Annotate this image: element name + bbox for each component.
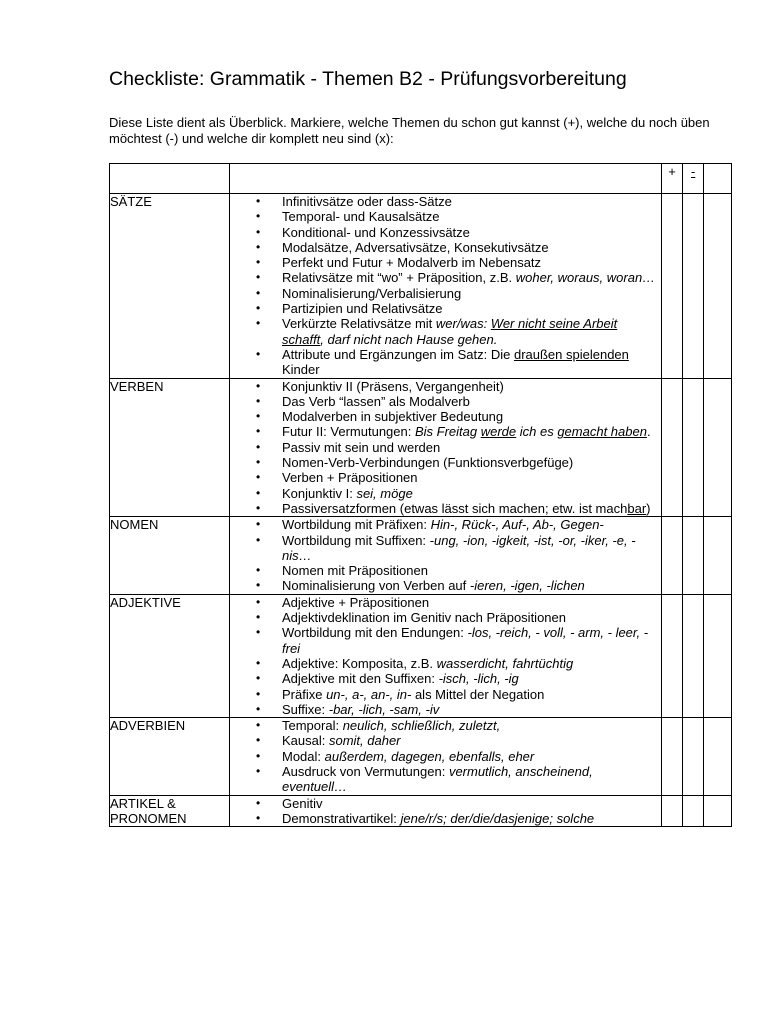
header-plus: + (662, 164, 683, 194)
check-cell-x[interactable] (704, 517, 732, 594)
topic-text: Konditional- und Konzessivsätze (282, 224, 470, 240)
category-label: ADJEKTIVE (110, 594, 230, 717)
check-cell-x[interactable] (704, 795, 732, 827)
topic-text: vermutlich, anscheinend, eventuell… (282, 763, 593, 795)
topic-item (230, 470, 661, 485)
intro-text: Diese Liste dient als Überblick. Markiere, welche Themen du schon gut kannst (+), welche du noch üben möchtest (-) und welche dir komplett neu sind (x): (109, 115, 710, 146)
topic-text: sei, möge (356, 485, 413, 501)
topic-list (230, 718, 661, 794)
topic-text: Verkürzte Relativsätze mit (282, 316, 436, 332)
checklist-table (109, 163, 732, 827)
check-cell-plus[interactable] (662, 378, 683, 517)
topic-text: Konjunktiv II (Präsens, Vergangenheit) (282, 378, 504, 394)
topic-text: werde (480, 424, 517, 440)
topic-item (230, 486, 661, 501)
header-minus-label: - (691, 164, 696, 179)
topic-text: Perfekt und Futur + Modalverb im Nebensatz (282, 255, 542, 271)
check-cell-x[interactable] (704, 378, 732, 517)
topic-text: , darf nicht nach Hause gehen. (320, 331, 498, 347)
topic-text: -isch, -lich, -ig (438, 671, 519, 687)
topic-text: Adjektive: Komposita, z.B. (282, 655, 437, 671)
topic-list-cell (230, 517, 662, 594)
topic-item (230, 379, 661, 394)
topic-text: jene/r/s; der/die/dasjenige; solche (400, 810, 595, 826)
topic-text: Hin-, Rück-, Auf-, Ab-, Gegen- (430, 517, 604, 533)
topic-text: Wortbildung mit den Endungen: (282, 625, 468, 641)
header-category-cell (110, 164, 230, 194)
topic-list (230, 796, 661, 827)
category-label: ARTIKEL & PRONOMEN (110, 795, 230, 827)
topic-list-cell (230, 718, 662, 795)
topic-text: ich es (516, 424, 558, 440)
topic-text: Konjunktiv I: (282, 485, 357, 501)
topic-text: Temporal: (282, 718, 343, 734)
topic-list-cell (230, 378, 662, 517)
topic-text: ) (646, 500, 651, 516)
section-row (110, 718, 732, 795)
topic-list (230, 517, 661, 593)
topic-text: Modalsätze, Adversativsätze, Konsekutivsätze (282, 239, 549, 255)
category-label: SÄTZE (110, 194, 230, 379)
topic-text: -bar, -lich, -sam, -iv (328, 701, 440, 717)
topic-item (230, 501, 661, 516)
topic-text: Präfixe (282, 686, 327, 702)
topic-item (230, 301, 661, 316)
check-cell-minus[interactable] (683, 517, 704, 594)
topic-text: neulich, schließlich, zuletzt, (342, 718, 501, 734)
topic-text: Wortbildung mit Präfixen: (282, 517, 431, 533)
topic-item (230, 286, 661, 301)
topic-list-cell (230, 194, 662, 379)
topic-text: wer/was: (435, 316, 491, 332)
topic-text: Adjektive + Präpositionen (282, 594, 430, 610)
topic-text: als Mittel der Negation (411, 686, 545, 702)
topic-item (230, 194, 661, 209)
topic-text: Temporal- und Kausalsätze (282, 209, 440, 225)
topic-text: außerdem, dagegen, ebenfalls, eher (324, 748, 535, 764)
topic-text: Wer nicht seine Arbeit schafft (282, 316, 618, 347)
topic-text: Wortbildung mit Suffixen: (282, 532, 430, 548)
check-cell-x[interactable] (704, 718, 732, 795)
topic-text: Infinitivsätze oder dass-Sätze (282, 194, 452, 209)
topic-text: Futur II: Vermutungen: (282, 424, 415, 440)
check-cell-minus[interactable] (683, 378, 704, 517)
topic-text: Verben + Präpositionen (282, 470, 418, 486)
topic-text: draußen spielenden (513, 346, 629, 362)
topic-item (230, 455, 661, 470)
section-row (110, 795, 732, 827)
check-cell-minus[interactable] (683, 795, 704, 827)
topic-item (230, 316, 661, 347)
topic-item (230, 733, 661, 748)
topic-item (230, 533, 661, 564)
topic-item (230, 749, 661, 764)
check-cell-plus[interactable] (662, 594, 683, 717)
topic-list (230, 379, 661, 517)
topic-text: Nominalisierung von Verben auf (282, 578, 470, 594)
topic-text: Passiversatzformen (etwas lässt sich machen; etw. ist mach (282, 500, 628, 516)
topic-item (230, 240, 661, 255)
topic-item (230, 811, 661, 826)
topic-text: Suffixe: (282, 701, 329, 717)
topic-text: Das Verb “lassen” als Modalverb (282, 393, 470, 409)
topic-text: Partizipien und Relativsätze (282, 301, 443, 317)
topic-text: woher, woraus, woran… (515, 270, 656, 286)
topic-item (230, 595, 661, 610)
table-header-row (110, 164, 732, 194)
topic-text: Nomen mit Präpositionen (282, 563, 428, 579)
category-label: VERBEN (110, 378, 230, 517)
topic-text: Modalverben in subjektiver Bedeutung (282, 409, 504, 425)
topic-list (230, 595, 661, 717)
topic-item (230, 702, 661, 717)
topic-text: -los, -reich, - voll, - arm, - leer, - frei (282, 625, 649, 656)
topic-item (230, 687, 661, 702)
topic-list-cell (230, 795, 662, 827)
topic-item (230, 578, 661, 593)
topic-item (230, 347, 661, 378)
check-cell-minus[interactable] (683, 718, 704, 795)
topic-item (230, 764, 661, 795)
topic-item (230, 656, 661, 671)
header-x (704, 164, 732, 194)
section-row (110, 594, 732, 717)
topic-text: . (646, 424, 651, 440)
topic-text: un-, a-, an-, in- (326, 686, 412, 702)
topic-text: bar (627, 500, 647, 516)
check-cell-x[interactable] (704, 594, 732, 717)
topic-item (230, 209, 661, 224)
topic-item (230, 796, 661, 811)
topic-text: -ieren, -igen, -lichen (469, 578, 585, 594)
check-cell-minus[interactable] (683, 594, 704, 717)
topic-list (230, 194, 661, 378)
topic-item (230, 270, 661, 285)
topic-item (230, 625, 661, 656)
page-title: Checkliste: Grammatik - Themen B2 - Prüfungsvorbereitung (109, 68, 627, 90)
topic-text: Attribute und Ergänzungen im Satz: Die (282, 346, 514, 362)
topic-text: Adjektive mit den Suffixen: (282, 671, 439, 687)
topic-text: -ung, -ion, -igkeit, -ist, -or, -iker, -e, -nis… (282, 532, 636, 563)
topic-item (230, 671, 661, 686)
topic-item (230, 394, 661, 409)
topic-list-cell (230, 594, 662, 717)
topic-text: wasserdicht, fahrtüchtig (436, 655, 574, 671)
topic-item (230, 517, 661, 532)
topic-text: Nomen-Verb-Verbindungen (Funktionsverbgefüge) (282, 455, 574, 471)
topic-text: somit, daher (328, 733, 401, 749)
topic-text: Adjektivdeklination im Genitiv nach Präpositionen (282, 610, 566, 626)
section-row (110, 194, 732, 379)
check-cell-minus[interactable] (683, 194, 704, 379)
topic-text: Kinder (282, 362, 320, 378)
topic-text: Bis Freitag (414, 424, 481, 440)
check-cell-plus[interactable] (662, 795, 683, 827)
section-row (110, 517, 732, 594)
category-label: ADVERBIEN (110, 718, 230, 795)
topic-item (230, 718, 661, 733)
topic-text: Kausal: (282, 733, 329, 749)
topic-text: Modal: (282, 748, 325, 764)
topic-item (230, 440, 661, 455)
section-row (110, 378, 732, 517)
topic-item (230, 424, 661, 439)
topic-text: Genitiv (282, 795, 323, 811)
topic-text: Nominalisierung/Verbalisierung (282, 285, 462, 301)
check-cell-x[interactable] (704, 194, 732, 379)
topic-item (230, 409, 661, 424)
topic-item (230, 225, 661, 240)
check-cell-plus[interactable] (662, 194, 683, 379)
topic-text: Relativsätze mit “wo” + Präposition, z.B. (282, 270, 516, 286)
topic-text: Ausdruck von Vermutungen: (282, 763, 449, 779)
topic-item (230, 563, 661, 578)
header-topic-cell (230, 164, 662, 194)
header-minus (683, 164, 704, 194)
topic-item (230, 255, 661, 270)
category-label: NOMEN (110, 517, 230, 594)
check-cell-plus[interactable] (662, 718, 683, 795)
topic-text: Demonstrativartikel: (282, 810, 401, 826)
topic-text: Passiv mit sein und werden (282, 439, 441, 455)
topic-item (230, 610, 661, 625)
check-cell-plus[interactable] (662, 517, 683, 594)
topic-text: gemacht haben (557, 424, 647, 440)
